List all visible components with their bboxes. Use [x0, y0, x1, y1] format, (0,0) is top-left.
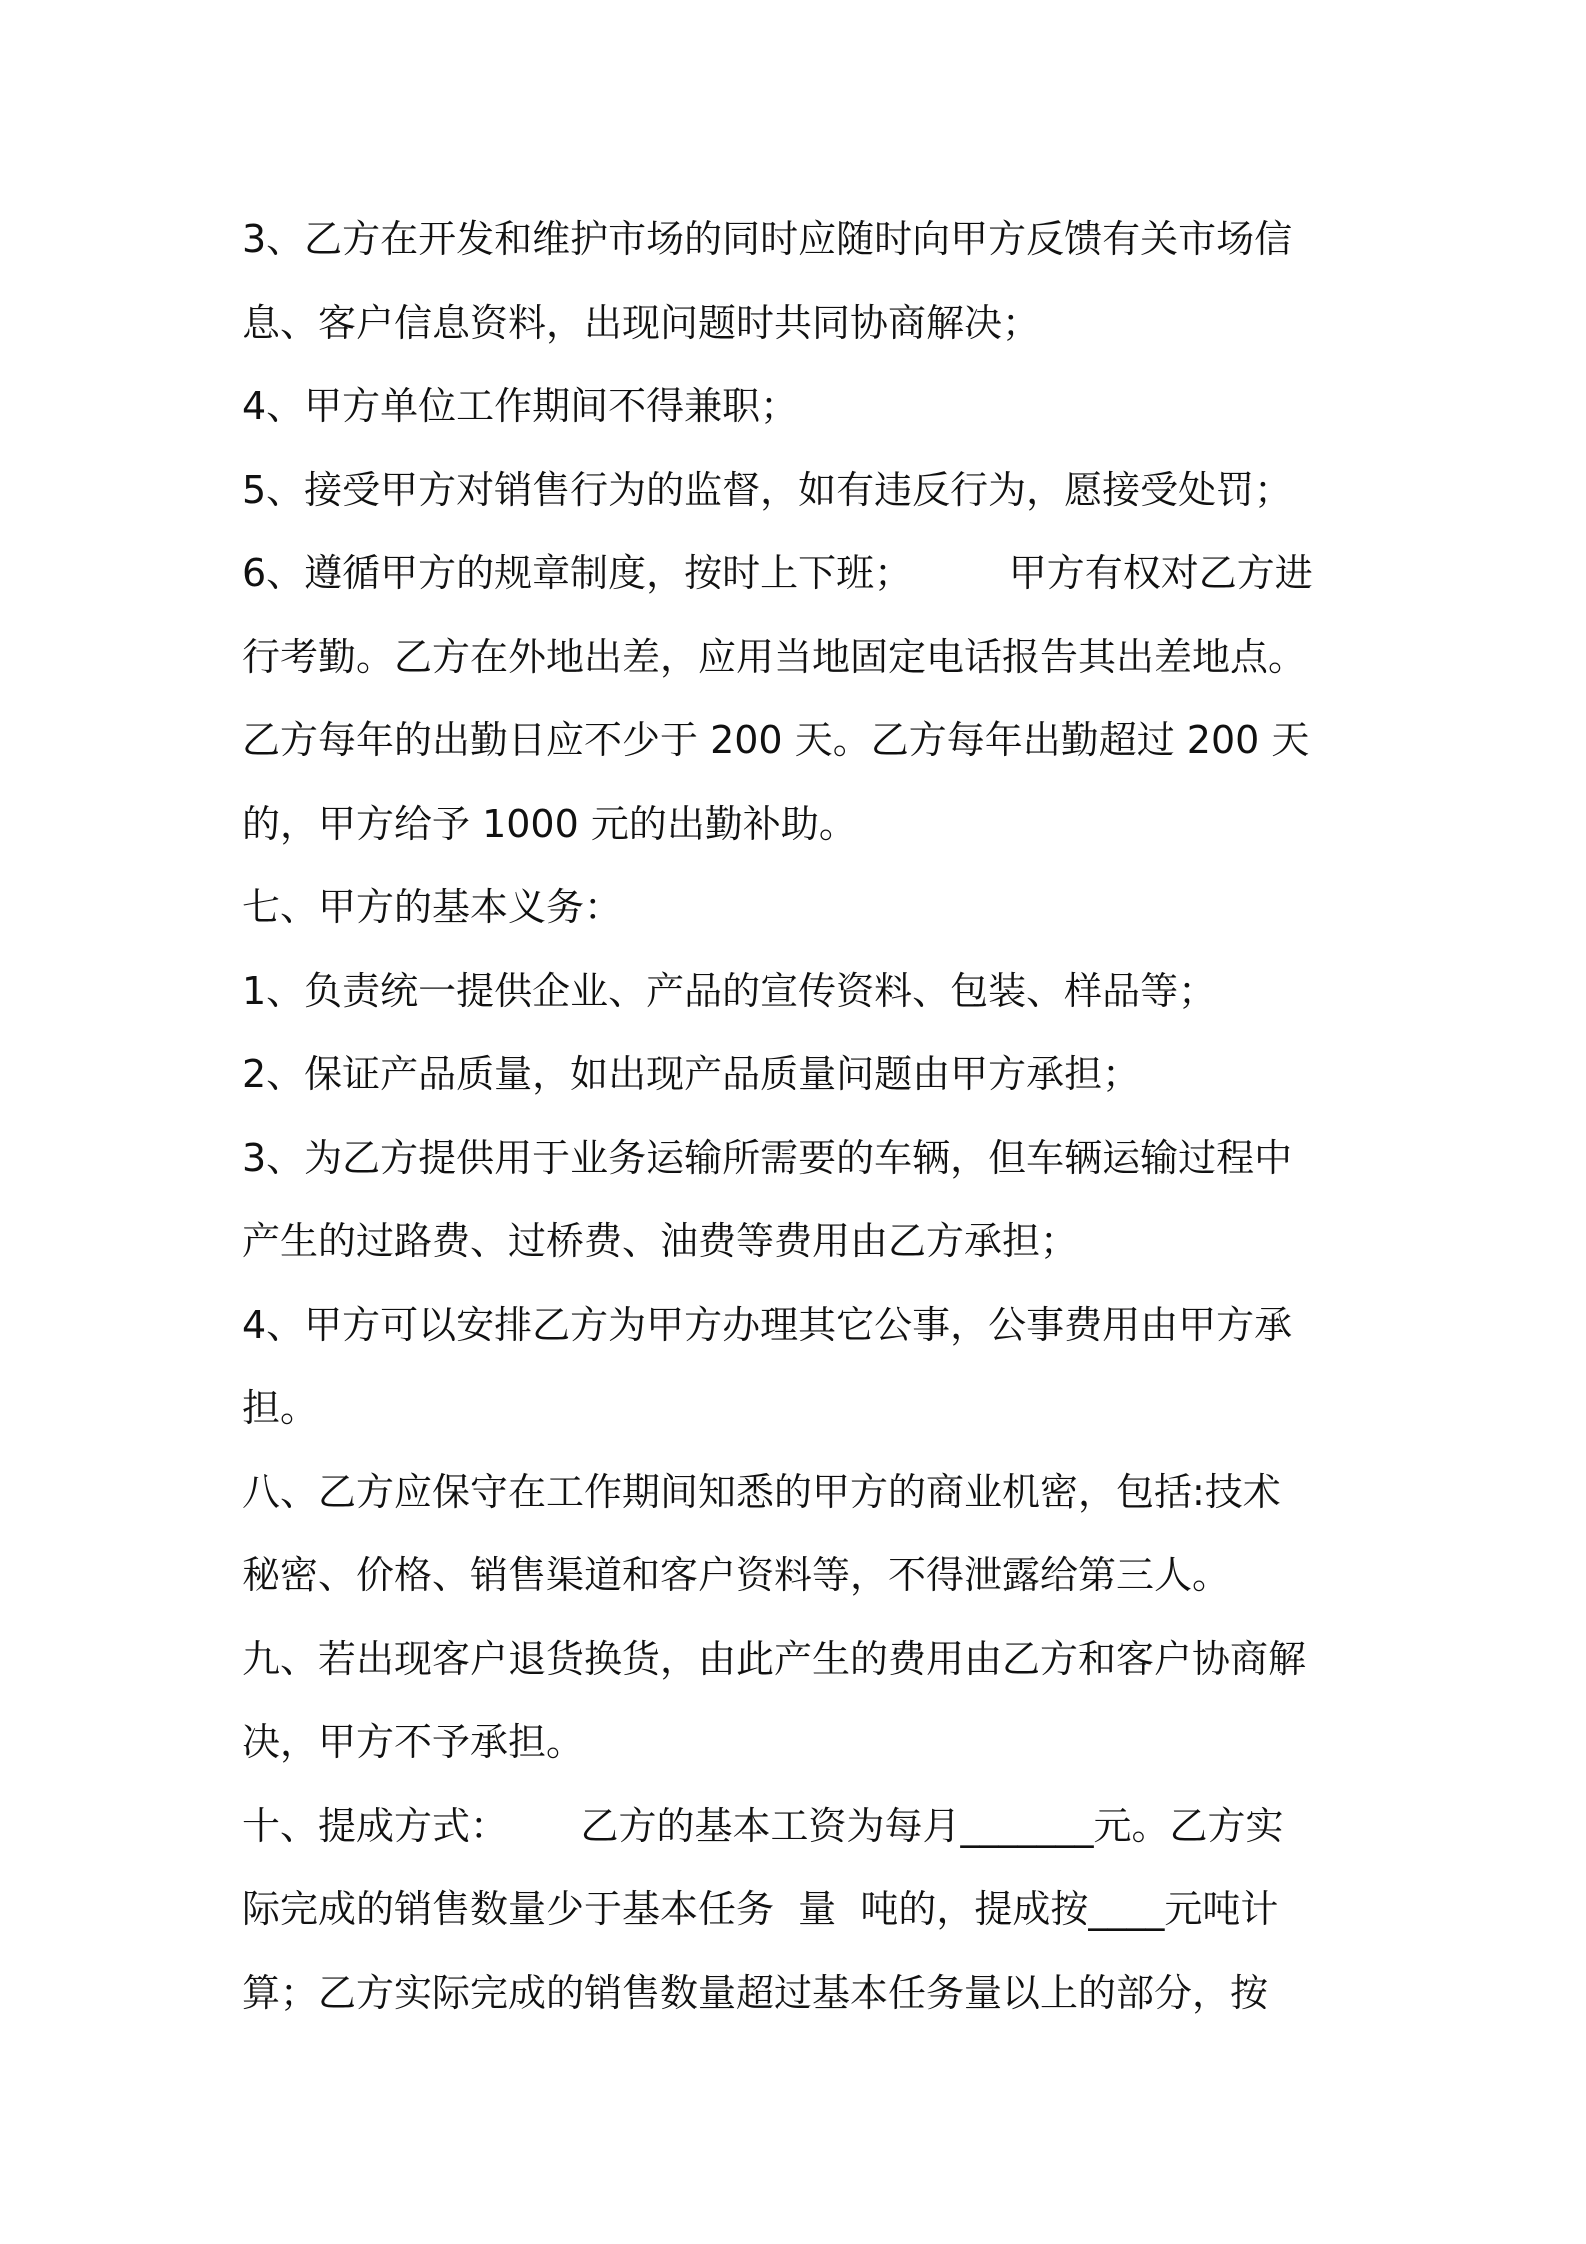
document-body — [242, 198, 1367, 2035]
text-line: 5、接受甲方对销售行为的监督，如有违反行为，愿接受处罚； — [242, 467, 1293, 512]
text-line: 十、提成方式： 乙方的基本工资为每月_______元。乙方实 — [242, 1803, 1284, 1848]
text-line: 行考勤。乙方在外地出差，应用当地固定电话报告其出差地点。 — [242, 634, 1307, 679]
text-line: 八、乙方应保守在工作期间知悉的甲方的商业机密，包括:技术 — [242, 1469, 1281, 1514]
text-line: 担。 — [242, 1386, 319, 1430]
text-line: 乙方每年的出勤日应不少于 200 天。乙方每年出勤超过 200 天 — [242, 718, 1310, 762]
text-line: 算；乙方实际完成的销售数量超过基本任务量以上的部分，按 — [242, 1970, 1269, 2015]
text-line: 3、乙方在开发和维护市场的同时应随时向甲方反馈有关市场信 — [242, 217, 1293, 261]
text-line: 息、客户信息资料，出现问题时共同协商解决； — [242, 300, 1041, 345]
text-line: 产生的过路费、过桥费、油费等费用由乙方承担； — [242, 1219, 1079, 1263]
text-line: 1、负责统一提供企业、产品的宣传资料、包装、样品等； — [242, 968, 1217, 1013]
text-line: 九、若出现客户退货换货，由此产生的费用由乙方和客户协商解 — [242, 1636, 1307, 1681]
section-heading: 七、甲方的基本义务： — [242, 885, 623, 929]
text-line: 6、遵循甲方的规章制度，按时上下班； 甲方有权对乙方进 — [242, 551, 1313, 595]
text-line: 秘密、价格、销售渠道和客户资料等，不得泄露给第三人。 — [242, 1553, 1231, 1597]
text-line: 的，甲方给予 1000 元的出勤补助。 — [242, 801, 857, 846]
text-line: 4、甲方可以安排乙方为甲方办理其它公事，公事费用由甲方承 — [242, 1302, 1293, 1347]
text-line: 决，甲方不予承担。 — [242, 1720, 585, 1764]
text-line: 际完成的销售数量少于基本任务 量 吨的，提成按____元吨计 — [242, 1887, 1279, 1931]
text-line: 4、甲方单位工作期间不得兼职； — [242, 384, 799, 428]
text-line: 3、为乙方提供用于业务运输所需要的车辆，但车辆运输过程中 — [242, 1135, 1293, 1180]
text-line: 2、保证产品质量，如出现产品质量问题由甲方承担； — [242, 1052, 1141, 1096]
